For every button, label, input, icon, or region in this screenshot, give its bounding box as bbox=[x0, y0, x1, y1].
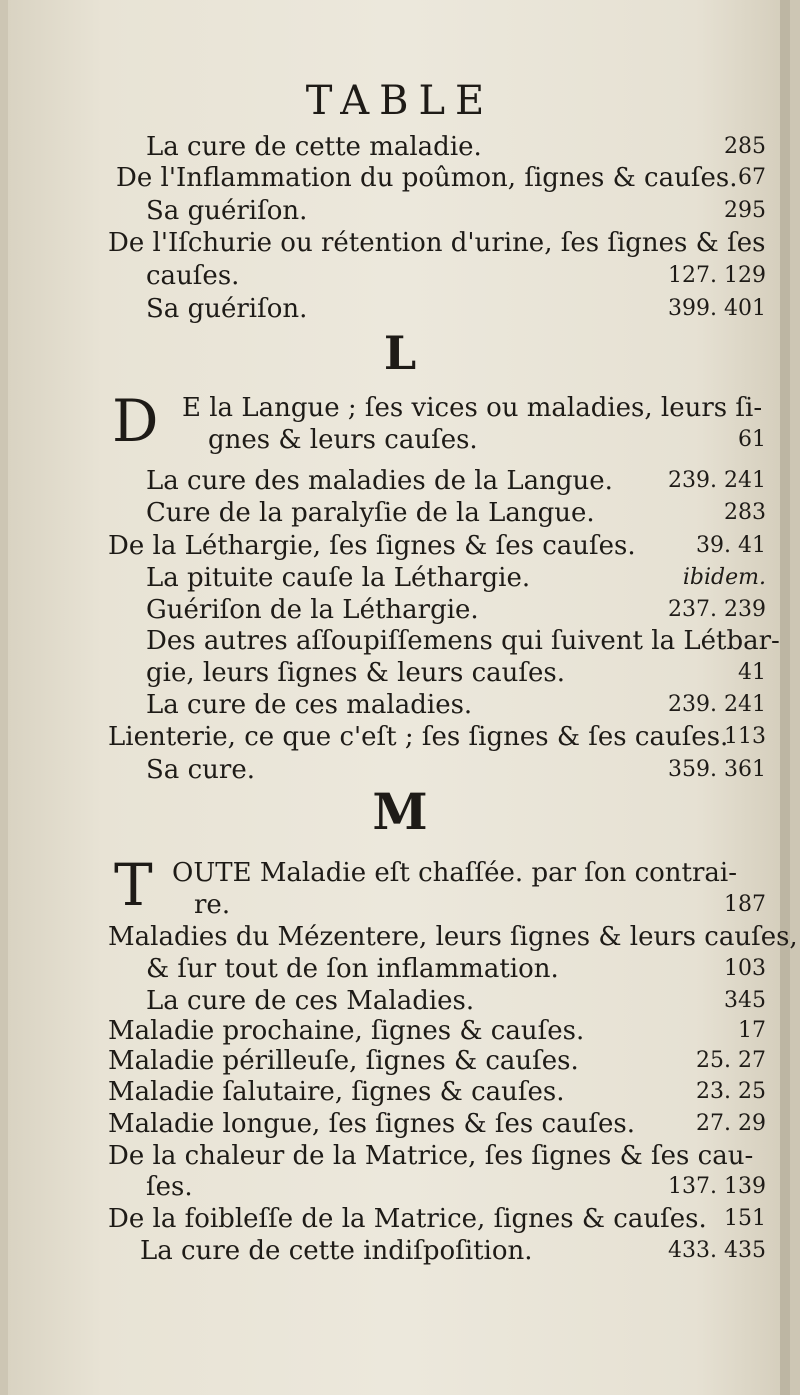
entry-page: 359. 361 bbox=[668, 757, 766, 782]
entry-page: 433. 435 bbox=[668, 1238, 766, 1263]
entry-text: gie, leurs ſignes & leurs cauſes. bbox=[146, 658, 565, 688]
entry-text: La cure de cette indiſpoſition. bbox=[140, 1236, 533, 1266]
entry-text: gnes & leurs cauſes. bbox=[208, 425, 478, 455]
entry-text: re. bbox=[194, 890, 231, 920]
entry-page: 127. 129 bbox=[668, 263, 766, 288]
entry-text: ſes. bbox=[146, 1172, 193, 1202]
entry-page: 41 bbox=[738, 660, 766, 685]
entry-text: Maladies du Mézentere, leurs ſignes & leurs cauſes, bbox=[108, 922, 798, 952]
entry-text: De l'Iſchurie ou rétention d'urine, ſes ſignes & ſes bbox=[108, 228, 766, 258]
entry-text: E la Langue ; ſes vices ou maladies, leurs ſi- bbox=[182, 393, 763, 423]
entry-text: La cure des maladies de la Langue. bbox=[146, 466, 613, 496]
entry-page: 25. 27 bbox=[696, 1048, 766, 1073]
entry-text: Sa guériſon. bbox=[146, 196, 308, 226]
section-letter-m: M bbox=[372, 782, 428, 841]
entry-page: 27. 29 bbox=[696, 1111, 766, 1136]
page-edge bbox=[780, 0, 790, 1395]
entry-page: 239. 241 bbox=[668, 692, 766, 717]
entry-text: Guériſon de la Léthargie. bbox=[146, 595, 479, 625]
drop-cap-t: T bbox=[114, 851, 153, 919]
entry-text: De la Léthargie, ſes ſignes & ſes cauſes. bbox=[108, 531, 636, 561]
entry-text: Sa cure. bbox=[146, 755, 255, 785]
entry-page: 237. 239 bbox=[668, 597, 766, 622]
entry-page: 103 bbox=[724, 956, 766, 981]
entry-page: 345 bbox=[724, 988, 766, 1013]
entry-text: La cure de ces maladies. bbox=[146, 690, 473, 720]
entry-page: 187 bbox=[724, 892, 766, 917]
drop-cap-d: D bbox=[112, 387, 159, 455]
entry-text: Des autres aſſoupiſſemens qui ſuivent la Létbar- bbox=[146, 626, 780, 656]
entry-text: Sa guériſon. bbox=[146, 294, 308, 324]
entry-page: 17 bbox=[738, 1018, 766, 1043]
entry-text: Maladie longue, ſes ſignes & ſes cauſes. bbox=[108, 1109, 635, 1139]
entry-text: Maladie prochaine, ſignes & cauſes. bbox=[108, 1016, 585, 1046]
page-header: TABLE bbox=[305, 78, 495, 124]
entry-page: 283 bbox=[724, 500, 766, 525]
entry-text: Maladie périlleuſe, ſignes & cauſes. bbox=[108, 1046, 579, 1076]
entry-page: ibidem. bbox=[682, 565, 766, 590]
entry-text: De la chaleur de la Matrice, ſes ſignes & ſes cau- bbox=[108, 1141, 754, 1171]
entry-text: Cure de la paralyſie de la Langue. bbox=[146, 498, 595, 528]
section-letter-l: L bbox=[383, 326, 417, 380]
entry-text: Lienterie, ce que c'eſt ; ſes ſignes & ſes cauſes. bbox=[108, 722, 729, 752]
entry-text: Maladie ſalutaire, ſignes & cauſes. bbox=[108, 1077, 565, 1107]
entry-text: La pituite cauſe la Léthargie. bbox=[146, 563, 531, 593]
entry-page: 23. 25 bbox=[696, 1079, 766, 1104]
entry-page: 67 bbox=[738, 165, 766, 190]
entry-text: OUTE Maladie eſt chaſſée. par ſon contrai- bbox=[172, 858, 738, 888]
entry-page: 151 bbox=[724, 1206, 766, 1231]
entry-page: 39. 41 bbox=[696, 533, 766, 558]
entry-page: 61 bbox=[738, 427, 766, 452]
entry-page: 137. 139 bbox=[668, 1174, 766, 1199]
entry-page: 113 bbox=[724, 724, 766, 749]
entry-text: cauſes. bbox=[146, 261, 240, 291]
entry-text: De l'Inflammation du poûmon, ſignes & cauſes. bbox=[116, 163, 738, 193]
entry-text: La cure de cette maladie. bbox=[146, 132, 482, 162]
entry-text: & ſur tout de ſon inflammation. bbox=[146, 954, 559, 984]
entry-page: 295 bbox=[724, 198, 766, 223]
entry-text: De la foibleſſe de la Matrice, ſignes & cauſes. bbox=[108, 1204, 707, 1234]
entry-page: 399. 401 bbox=[668, 296, 766, 321]
entry-page: 239. 241 bbox=[668, 468, 766, 493]
entry-text: La cure de ces Maladies. bbox=[146, 986, 475, 1016]
entry-page: 285 bbox=[724, 134, 766, 159]
